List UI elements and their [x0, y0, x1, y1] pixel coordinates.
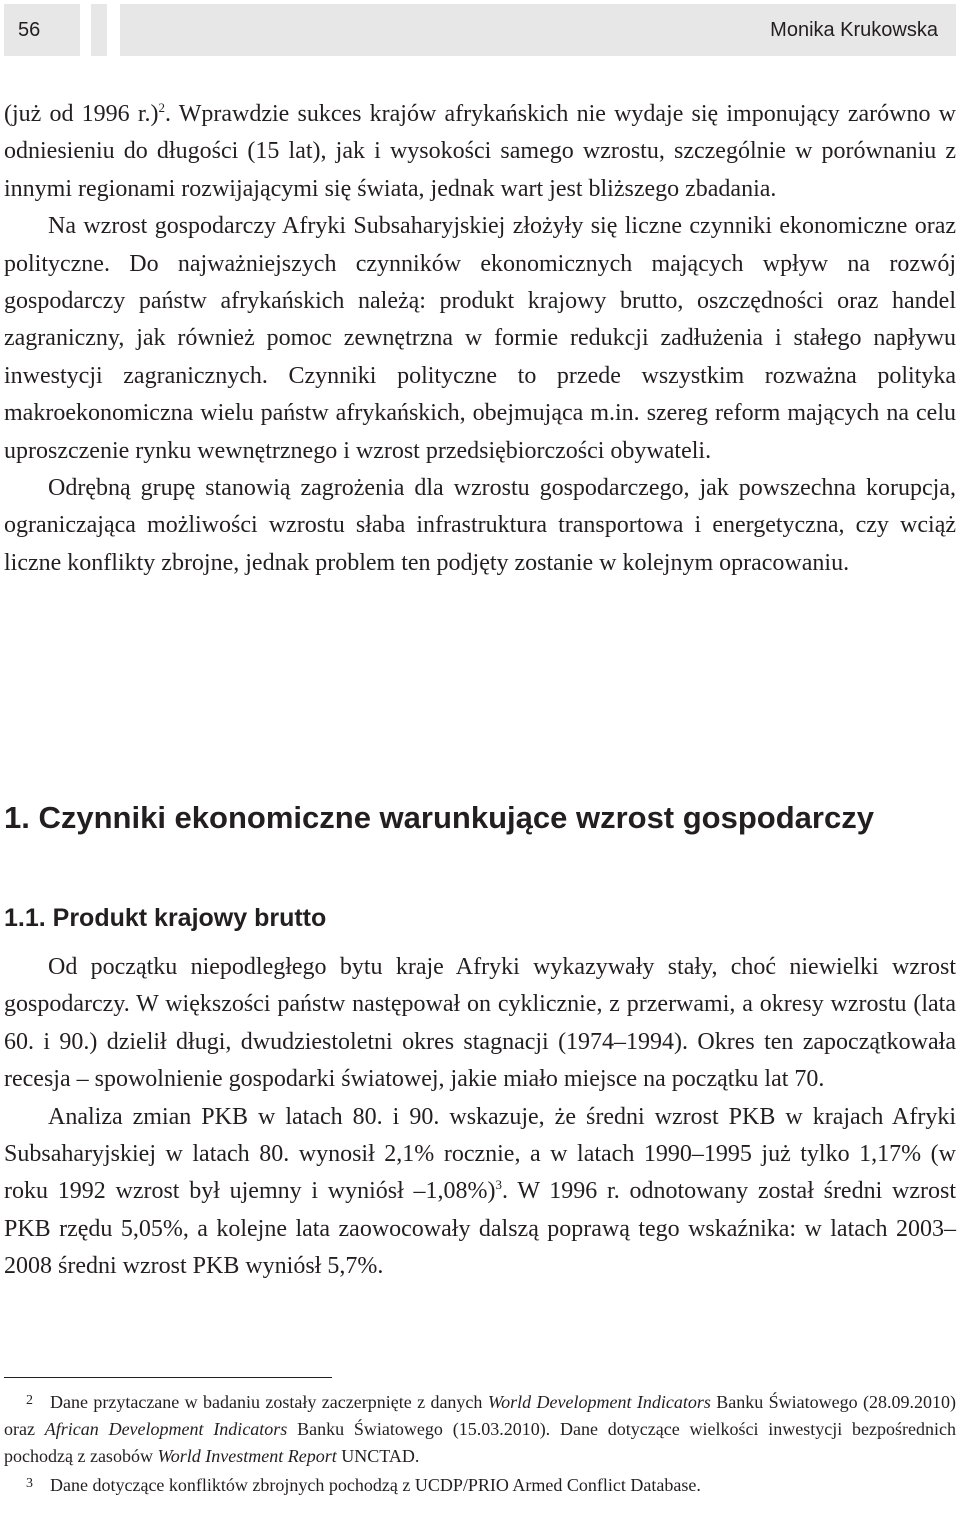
- running-author: Monika Krukowska: [770, 19, 938, 41]
- paragraph-1-text-a: (już od 1996 r.): [4, 101, 159, 127]
- page-number: 56: [18, 19, 41, 41]
- footnote-text: Dane dotyczące konfliktów zbrojnych pochodzą z UCDP/PRIO Armed Conflict Database.: [50, 1475, 701, 1495]
- footnote-3: [4, 1470, 956, 1499]
- footnote-text: Banku Światowego (15.03.2010). Dane dotyczące wielkości inwestycji bezpośrednich pochodzą z zasobów: [4, 1419, 957, 1466]
- footnote-ref-3[interactable]: 3: [495, 1177, 503, 1193]
- footnote-2: [4, 1387, 956, 1470]
- paragraph-5: [4, 1099, 956, 1286]
- footnotes: [4, 1387, 956, 1499]
- paragraph-2: Na wzrost gospodarczy Afryki Subsaharyjskiej złożyły się liczne czynniki ekonomiczne oraz polityczne. Do najważniejszych czynników ekonomicznych mających wpływ na rozwój gospodarczy państw afrykańskich należą: produkt krajowy brutto, oszczędności oraz handel zagraniczny, jak również pomoc zewnętrzna w formie redukcji zadłużenia i stałego napływu inwestycji zagranicznych. Czynniki polityczne to przede wszystkim rozważna polityka makroekonomiczna wielu państw afrykańskich, obejmująca m.in. szereg reform mających na celu uproszczenie rynku wewnętrznego i wzrost przedsiębiorczości obywateli.: [4, 213, 956, 464]
- footnote-ref-2[interactable]: 2: [158, 100, 165, 115]
- source-title: African Development Indicators: [44, 1419, 288, 1439]
- paragraph-1-text-b: . Wprawdzie sukces krajów afrykańskich nie wydaje się imponujący zarówno w odniesieniu do długości (15 lat), jak i wysokości samego wzrostu, szczególnie w porównaniu z innymi regionami rozwijającymi się świata, jednak wart jest bliższego zbadania.: [4, 101, 956, 202]
- paragraph-1: [4, 96, 956, 208]
- footnote-rule: [4, 1377, 332, 1378]
- body-text-lower: [4, 949, 956, 1286]
- author-box: [120, 4, 956, 56]
- subsection-heading: 1.1. Produkt krajowy brutto: [4, 904, 327, 932]
- source-title: World Investment Report: [157, 1446, 337, 1466]
- footnote-text: Dane przytaczane w badaniu zostały zaczerpnięte z danych: [50, 1392, 488, 1412]
- paragraph-3: Odrębną grupę stanowią zagrożenia dla wzrostu gospodarczego, jak powszechna korupcja, ograniczająca możliwości wzrostu słaba infrastruktura transportowa i energetyczna, czy wciąż liczne konflikty zbrojne, jednak problem ten podjęty zostanie w kolejnym opracowaniu.: [4, 475, 956, 576]
- source-title: World Development Indicators: [487, 1392, 711, 1412]
- footnote-number: 3: [26, 1476, 33, 1491]
- body-text-upper: [4, 96, 956, 582]
- paragraph-4: Od początku niepodległego bytu kraje Afryki wykazywały stały, choć niewielki wzrost gospodarczy. W większości państw następował on cyklicznie, z przerwami, a okresy wzrostu (lata 60. i 90.) dzielił długi, dwudziestoletni okres stagnacji (1974–1994). Okres ten zapoczątkowała recesja – spowolnienie gospodarki światowej, jakie miało miejsce na początku lat 70.: [4, 954, 956, 1093]
- footnote-text: UNCTAD.: [336, 1446, 420, 1466]
- header-divider-box: [91, 4, 107, 56]
- footnote-number: 2: [26, 1393, 33, 1408]
- paragraph-5-text-b: . W 1996 r. odnotowany został średni wzrost PKB rzędu 5,05%, a kolejne lata zaowocowały dalszą poprawą tego wskaźnika: w latach 2003–2008 średni wzrost PKB wyniósł 5,7%.: [4, 1178, 956, 1280]
- page-number-box: [4, 4, 80, 56]
- footnote-text: Banku Światowego (28.09.2010) oraz: [4, 1392, 956, 1439]
- paragraph-5-text-a: Analiza zmian PKB w latach 80. i 90. wskazuje, że średni wzrost PKB w krajach Afryki Subsaharyjskiej w latach 80. wynosił 2,1% rocznie, a w latach 1990–1995 już tylko 1,17% (w roku 1992 wzrost był ujemny i wyniósł –1,08%): [4, 1103, 956, 1205]
- section-heading: 1. Czynniki ekonomiczne warunkujące wzrost gospodarczy: [4, 800, 874, 835]
